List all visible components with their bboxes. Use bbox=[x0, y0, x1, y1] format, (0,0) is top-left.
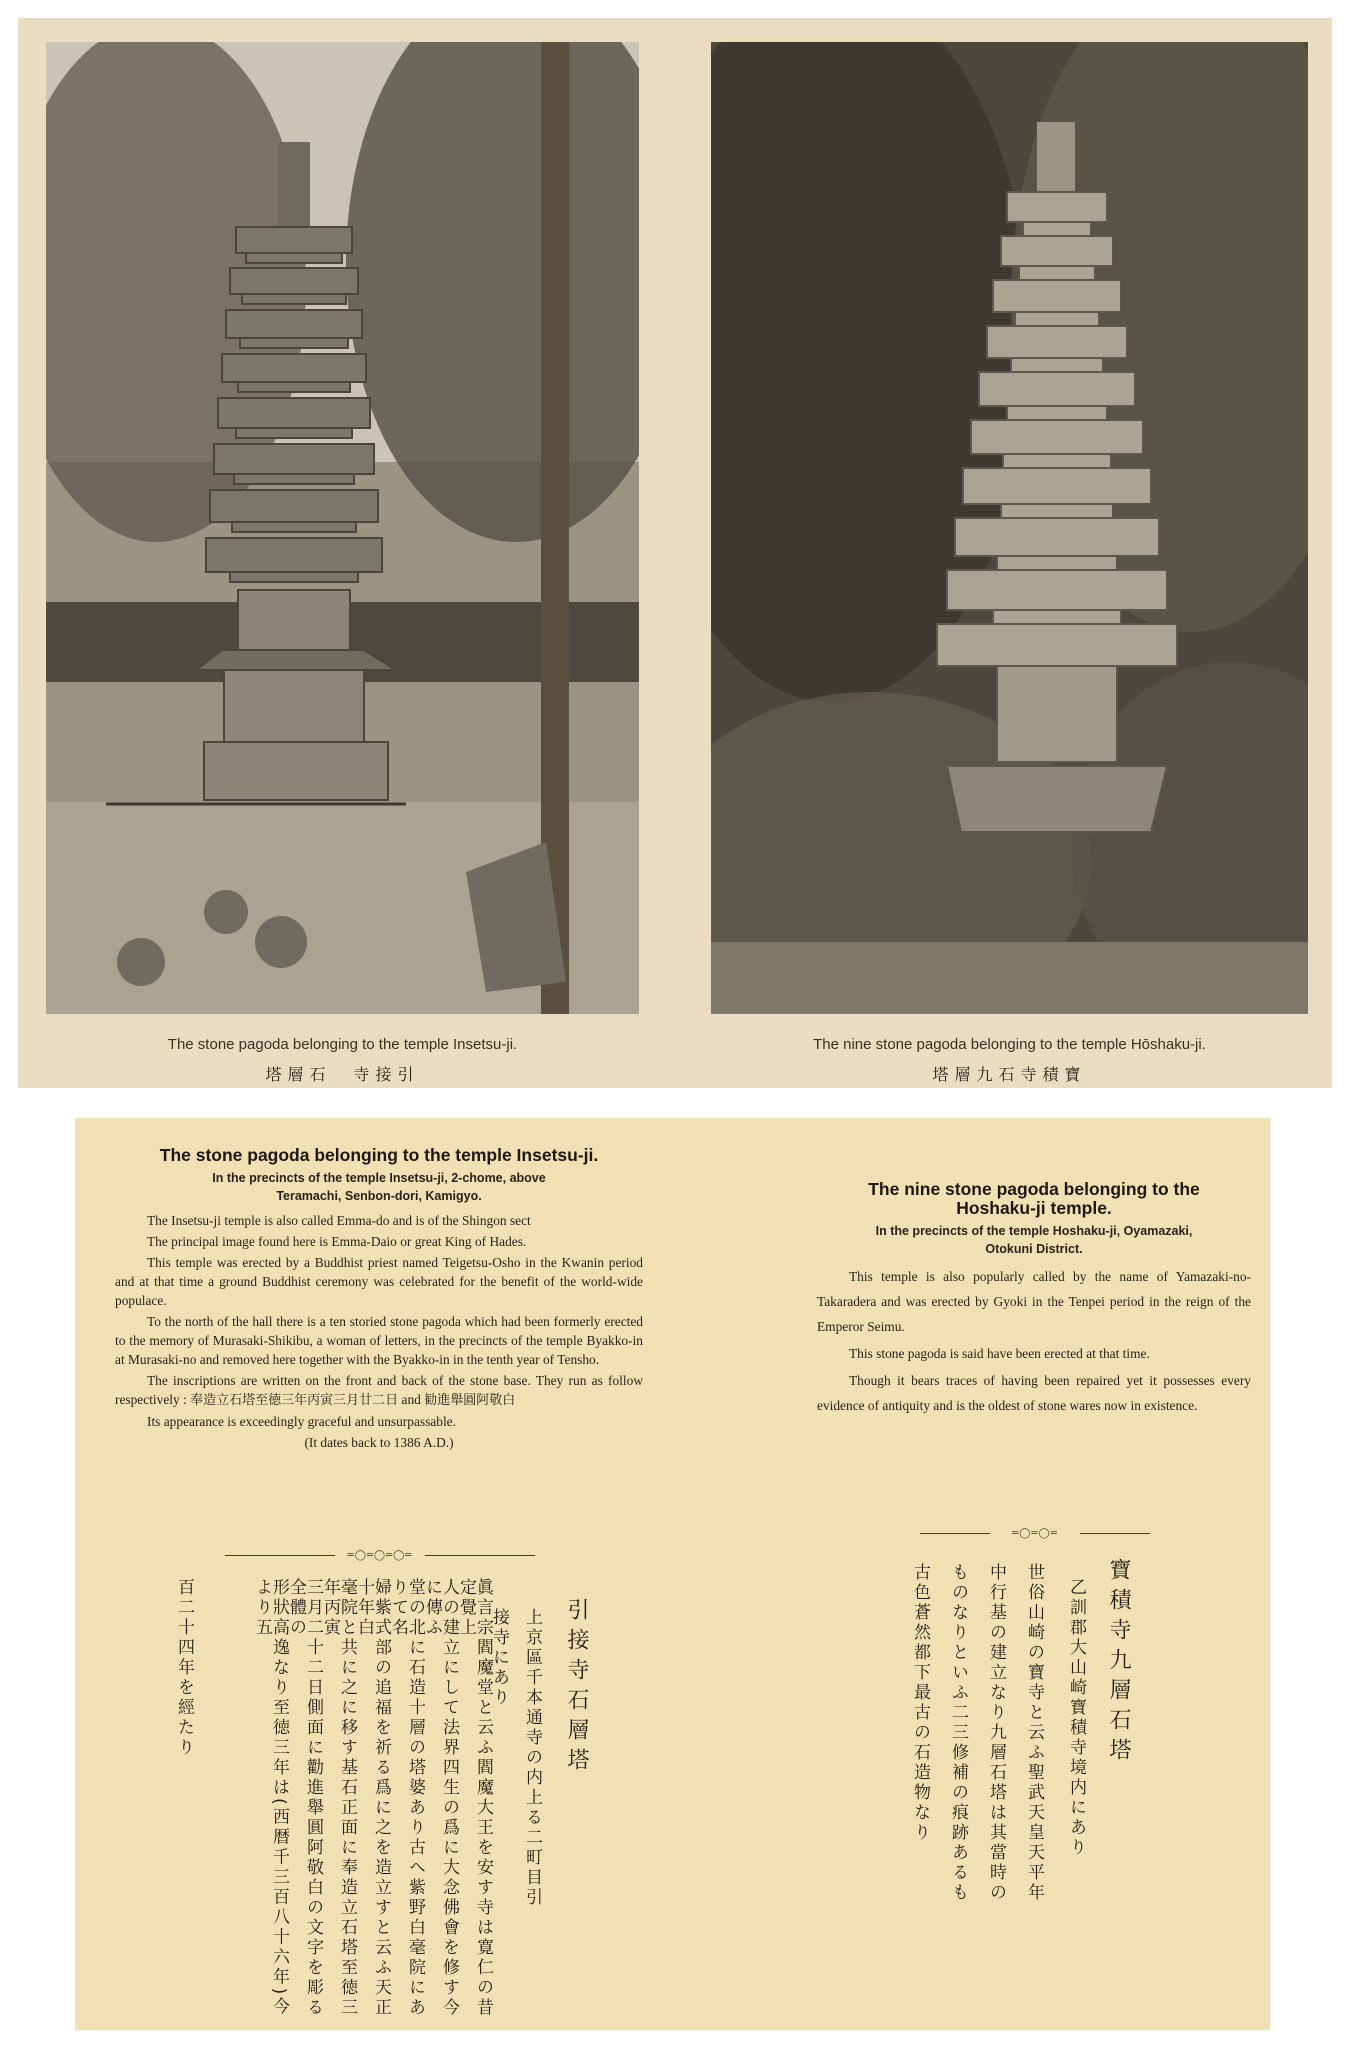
insetsu-paragraph: The Insetsu-ji temple is also called Emma-do and is of the Shingon sect bbox=[147, 1213, 531, 1228]
insetsu-japanese-column: 堂の北に石造十層の塔婆あり古へ紫野白毫院にありて名 bbox=[388, 1578, 425, 2018]
insetsu-japanese-column: 接寺にあり bbox=[489, 1608, 509, 1708]
insetsu-date: (It dates back to 1386 A.D.) bbox=[304, 1435, 454, 1450]
insetsu-paragraph: The principal image found here is Emma-Daio or great King of Hades. bbox=[147, 1234, 527, 1249]
hoshaku-english-text bbox=[817, 1180, 1251, 1420]
divider-ornament-icon: ═◯═◯═ bbox=[1012, 1528, 1058, 1539]
ornamental-divider bbox=[920, 1528, 1150, 1540]
hoshaku-paragraph: Though it bears traces of having been repaired yet it possesses every evidence of antiquity and is the oldest of stone wares now in existence. bbox=[817, 1373, 1251, 1413]
insetsu-japanese-column: 上京區千本通寺の内上る二町目引 bbox=[522, 1608, 542, 1908]
hoshaku-title: The nine stone pagoda belonging to the Hoshaku-ji temple. bbox=[868, 1179, 1200, 1218]
right-photo-caption: The nine stone pagoda belonging to the temple Hōshaku-ji. bbox=[813, 1036, 1206, 1053]
hoshaku-japanese-column: 中行基の建立なり九層石塔は其當時の bbox=[986, 1563, 1006, 1903]
insetsu-japanese-column: 眞言宗閻魔堂と云ふ閻魔大王を安す寺は寛仁の昔定覺上 bbox=[456, 1578, 493, 2018]
photo-plate bbox=[18, 18, 1332, 1088]
divider-ornament-icon: ═◯═◯═◯═ bbox=[347, 1550, 413, 1561]
insetsu-paragraph: To the north of the hall there is a ten storied stone pagoda which had been formerly erected to the memory of Murasaki-Shikibu, a woman of letters, in the precincts of the temple Byakko-in at Murasaki-no and removed here together with the Byakko-in in the tenth year of Tensho. bbox=[115, 1314, 643, 1367]
photo-hoshaku-pagoda bbox=[711, 42, 1308, 1014]
ornamental-divider bbox=[225, 1550, 535, 1562]
insetsu-japanese-column: 百二十四年を經たり bbox=[174, 1578, 194, 1758]
hoshaku-japanese-column: 世俗山崎の寶寺と云ふ聖武天皇天平年 bbox=[1024, 1563, 1044, 1903]
pagoda-illustration-left bbox=[46, 42, 639, 1014]
insetsu-paragraph: This temple was erected by a Buddhist priest named Teigetsu-Osho in the Kwanin period and at that time a ground Buddhist ceremony was celebrated for the benefit of the world-wide populace. bbox=[115, 1255, 643, 1308]
text-page bbox=[75, 1118, 1270, 2030]
insetsu-japanese-column: 形狀高逸なり至徳三年は(西暦千三百八十六年)今より五 bbox=[252, 1578, 289, 2018]
insetsu-paragraph: Its appearance is exceedingly graceful and unsurpassable. bbox=[147, 1414, 456, 1429]
hoshaku-japanese-column: 古色蒼然都下最古の石造物なり bbox=[910, 1563, 930, 1843]
pagoda-illustration-right bbox=[711, 42, 1308, 1014]
hoshaku-paragraph: This temple is also popularly called by the name of Yamazaki-no-Takaradera and was erected by Gyoki in the Tenpei period in the reign of the Emperor Seimu. bbox=[817, 1269, 1251, 1334]
insetsu-japanese-column: 人の建立にして法界四生の爲に大念佛會を修す今に傳ふ bbox=[422, 1578, 459, 2018]
hoshaku-japanese-title: 寶積寺九層石塔 bbox=[1106, 1558, 1131, 1768]
photo-insetsu-pagoda bbox=[46, 42, 639, 1014]
hoshaku-japanese-column: ものなりといふ二三修補の痕跡あるも bbox=[948, 1563, 968, 1903]
insetsu-inscriptions: The inscriptions are written on the front and back of the stone base. They run as follow respectively : 奉造立石塔至徳三年丙寅三月廿二日 and 勧進舉圓阿敬白 bbox=[115, 1373, 643, 1408]
insetsu-japanese-column: 毫院と共に之に移す基石正面に奉造立石塔至徳三年丙寅 bbox=[320, 1578, 357, 2018]
insetsu-japanese-title: 引接寺石層塔 bbox=[564, 1598, 589, 1778]
insetsu-title: The stone pagoda belonging to the temple Insetsu-ji. bbox=[159, 1145, 599, 1165]
inscription-back: 勧進舉圓阿敬白 bbox=[424, 1393, 516, 1408]
insetsu-english-text bbox=[115, 1146, 643, 1454]
right-photo-caption-japanese: 塔層九石寺積寶 bbox=[932, 1065, 1087, 1084]
left-photo-caption-japanese: 塔層石 寺接引 bbox=[265, 1065, 420, 1084]
insetsu-japanese-column: 婦紫式部の追福を祈る爲に之を造立すと云ふ天正十年白 bbox=[354, 1578, 391, 2018]
hoshaku-location: In the precincts of the temple Hoshaku-ji, Oyamazaki, Otokuni District. bbox=[875, 1224, 1193, 1256]
insetsu-location: In the precincts of the temple Insetsu-ji, 2-chome, above Teramachi, Senbon-dori, Kamigyo. bbox=[212, 1171, 546, 1203]
hoshaku-paragraph: This stone pagoda is said have been erected at that time. bbox=[849, 1346, 1150, 1361]
hoshaku-japanese-column: 乙訓郡大山崎寶積寺境内にあり bbox=[1066, 1578, 1086, 1858]
left-photo-caption: The stone pagoda belonging to the temple Insetsu-ji. bbox=[167, 1036, 518, 1053]
insetsu-japanese-column: 三月二十二日側面に勸進舉圓阿敬白の文字を彫る全體の bbox=[286, 1578, 323, 2018]
inscription-front: 奉造立石塔至徳三年丙寅三月廿二日 bbox=[190, 1393, 399, 1408]
